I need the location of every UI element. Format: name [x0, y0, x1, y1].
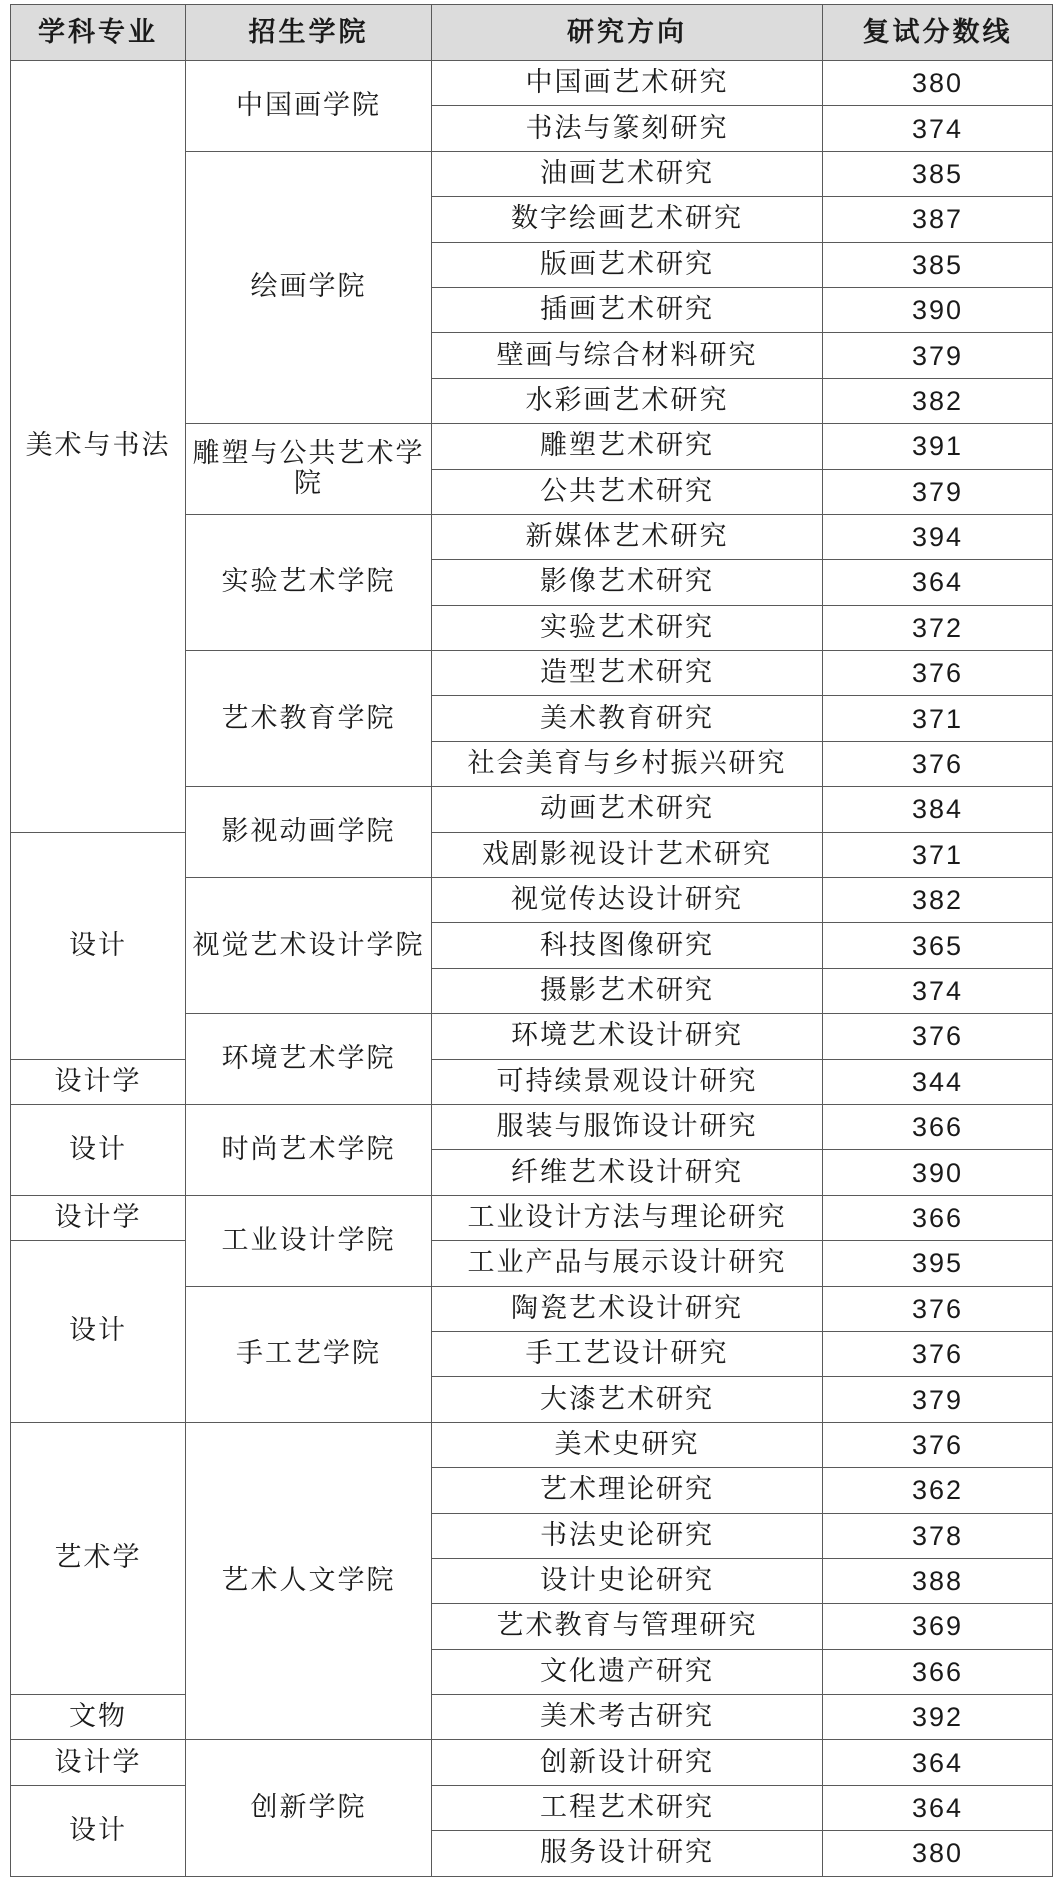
direction-cell: 美术考古研究 — [432, 1695, 823, 1740]
direction-cell: 工程艺术研究 — [432, 1785, 823, 1830]
school-cell: 绘画学院 — [186, 151, 432, 423]
score-cell: 385 — [823, 242, 1053, 287]
school-cell: 艺术教育学院 — [186, 651, 432, 787]
score-cell: 379 — [823, 1377, 1053, 1422]
score-cell: 371 — [823, 832, 1053, 877]
score-cell: 390 — [823, 287, 1053, 332]
score-cell: 380 — [823, 61, 1053, 106]
score-cell: 366 — [823, 1649, 1053, 1694]
score-cell: 379 — [823, 469, 1053, 514]
direction-cell: 社会美育与乡村振兴研究 — [432, 741, 823, 786]
score-cell: 382 — [823, 878, 1053, 923]
score-cell: 378 — [823, 1513, 1053, 1558]
header-major: 学科专业 — [11, 5, 186, 61]
table-row — [11, 1104, 1053, 1149]
major-cell: 艺术学 — [11, 1422, 186, 1694]
score-cell: 379 — [823, 333, 1053, 378]
header-school: 招生学院 — [186, 5, 432, 61]
score-cell: 376 — [823, 1422, 1053, 1467]
score-cell: 376 — [823, 1014, 1053, 1059]
score-cell: 394 — [823, 514, 1053, 559]
school-cell: 艺术人文学院 — [186, 1422, 432, 1740]
school-cell: 中国画学院 — [186, 61, 432, 152]
major-cell: 设计 — [11, 1104, 186, 1195]
major-cell: 设计学 — [11, 1059, 186, 1104]
score-cell: 376 — [823, 651, 1053, 696]
school-cell: 雕塑与公共艺术学院 — [186, 424, 432, 515]
direction-cell: 环境艺术设计研究 — [432, 1014, 823, 1059]
direction-cell: 书法史论研究 — [432, 1513, 823, 1558]
score-cell: 365 — [823, 923, 1053, 968]
table-row — [11, 1059, 1053, 1104]
direction-cell: 数字绘画艺术研究 — [432, 197, 823, 242]
direction-cell: 影像艺术研究 — [432, 560, 823, 605]
header-row — [11, 5, 1053, 61]
direction-cell: 公共艺术研究 — [432, 469, 823, 514]
direction-cell: 服务设计研究 — [432, 1831, 823, 1876]
direction-cell: 美术史研究 — [432, 1422, 823, 1467]
direction-cell: 视觉传达设计研究 — [432, 878, 823, 923]
direction-cell: 大漆艺术研究 — [432, 1377, 823, 1422]
direction-cell: 动画艺术研究 — [432, 787, 823, 832]
major-cell: 设计 — [11, 1241, 186, 1423]
direction-cell: 服装与服饰设计研究 — [432, 1104, 823, 1149]
score-cell: 374 — [823, 106, 1053, 151]
direction-cell: 工业产品与展示设计研究 — [432, 1241, 823, 1286]
direction-cell: 设计史论研究 — [432, 1558, 823, 1603]
score-cell: 385 — [823, 151, 1053, 196]
table-row — [11, 1241, 1053, 1286]
table-row — [11, 61, 1053, 106]
direction-cell: 美术教育研究 — [432, 696, 823, 741]
score-table — [10, 4, 1053, 1877]
direction-cell: 中国画艺术研究 — [432, 61, 823, 106]
school-cell: 创新学院 — [186, 1740, 432, 1876]
direction-cell: 插画艺术研究 — [432, 287, 823, 332]
direction-cell: 壁画与综合材料研究 — [432, 333, 823, 378]
table-row — [11, 832, 1053, 877]
table-row — [11, 1740, 1053, 1785]
header-score: 复试分数线 — [823, 5, 1053, 61]
score-cell: 388 — [823, 1558, 1053, 1603]
score-cell: 374 — [823, 968, 1053, 1013]
school-cell: 工业设计学院 — [186, 1195, 432, 1286]
direction-cell: 版画艺术研究 — [432, 242, 823, 287]
table-row — [11, 1422, 1053, 1467]
score-cell: 364 — [823, 560, 1053, 605]
table-body — [11, 61, 1053, 1877]
direction-cell: 创新设计研究 — [432, 1740, 823, 1785]
score-cell: 364 — [823, 1740, 1053, 1785]
direction-cell: 书法与篆刻研究 — [432, 106, 823, 151]
major-cell: 美术与书法 — [11, 61, 186, 833]
school-cell: 实验艺术学院 — [186, 514, 432, 650]
score-cell: 371 — [823, 696, 1053, 741]
table-row — [11, 1195, 1053, 1240]
school-cell: 手工艺学院 — [186, 1286, 432, 1422]
direction-cell: 手工艺设计研究 — [432, 1331, 823, 1376]
score-cell: 372 — [823, 605, 1053, 650]
score-cell: 395 — [823, 1241, 1053, 1286]
score-cell: 362 — [823, 1468, 1053, 1513]
direction-cell: 陶瓷艺术设计研究 — [432, 1286, 823, 1331]
direction-cell: 雕塑艺术研究 — [432, 424, 823, 469]
major-cell: 设计 — [11, 832, 186, 1059]
score-cell: 392 — [823, 1695, 1053, 1740]
score-cell: 376 — [823, 1286, 1053, 1331]
score-cell: 366 — [823, 1195, 1053, 1240]
table-row — [11, 1785, 1053, 1830]
direction-cell: 纤维艺术设计研究 — [432, 1150, 823, 1195]
score-cell: 380 — [823, 1831, 1053, 1876]
school-cell: 时尚艺术学院 — [186, 1104, 432, 1195]
direction-cell: 油画艺术研究 — [432, 151, 823, 196]
direction-cell: 摄影艺术研究 — [432, 968, 823, 1013]
school-cell: 视觉艺术设计学院 — [186, 878, 432, 1014]
direction-cell: 戏剧影视设计艺术研究 — [432, 832, 823, 877]
score-cell: 387 — [823, 197, 1053, 242]
score-cell: 376 — [823, 741, 1053, 786]
direction-cell: 艺术理论研究 — [432, 1468, 823, 1513]
direction-cell: 科技图像研究 — [432, 923, 823, 968]
school-cell: 环境艺术学院 — [186, 1014, 432, 1105]
score-cell: 344 — [823, 1059, 1053, 1104]
score-cell: 366 — [823, 1104, 1053, 1149]
score-cell: 384 — [823, 787, 1053, 832]
direction-cell: 实验艺术研究 — [432, 605, 823, 650]
direction-cell: 水彩画艺术研究 — [432, 378, 823, 423]
score-cell: 390 — [823, 1150, 1053, 1195]
score-cell: 369 — [823, 1604, 1053, 1649]
direction-cell: 文化遗产研究 — [432, 1649, 823, 1694]
header-direction: 研究方向 — [432, 5, 823, 61]
direction-cell: 可持续景观设计研究 — [432, 1059, 823, 1104]
direction-cell: 工业设计方法与理论研究 — [432, 1195, 823, 1240]
direction-cell: 新媒体艺术研究 — [432, 514, 823, 559]
score-cell: 376 — [823, 1331, 1053, 1376]
table-row — [11, 1695, 1053, 1740]
major-cell: 设计 — [11, 1785, 186, 1876]
major-cell: 文物 — [11, 1695, 186, 1740]
score-cell: 382 — [823, 378, 1053, 423]
score-cell: 364 — [823, 1785, 1053, 1830]
major-cell: 设计学 — [11, 1740, 186, 1785]
major-cell: 设计学 — [11, 1195, 186, 1240]
school-cell: 影视动画学院 — [186, 787, 432, 878]
direction-cell: 艺术教育与管理研究 — [432, 1604, 823, 1649]
score-table-container — [10, 4, 1053, 1877]
score-cell: 391 — [823, 424, 1053, 469]
direction-cell: 造型艺术研究 — [432, 651, 823, 696]
